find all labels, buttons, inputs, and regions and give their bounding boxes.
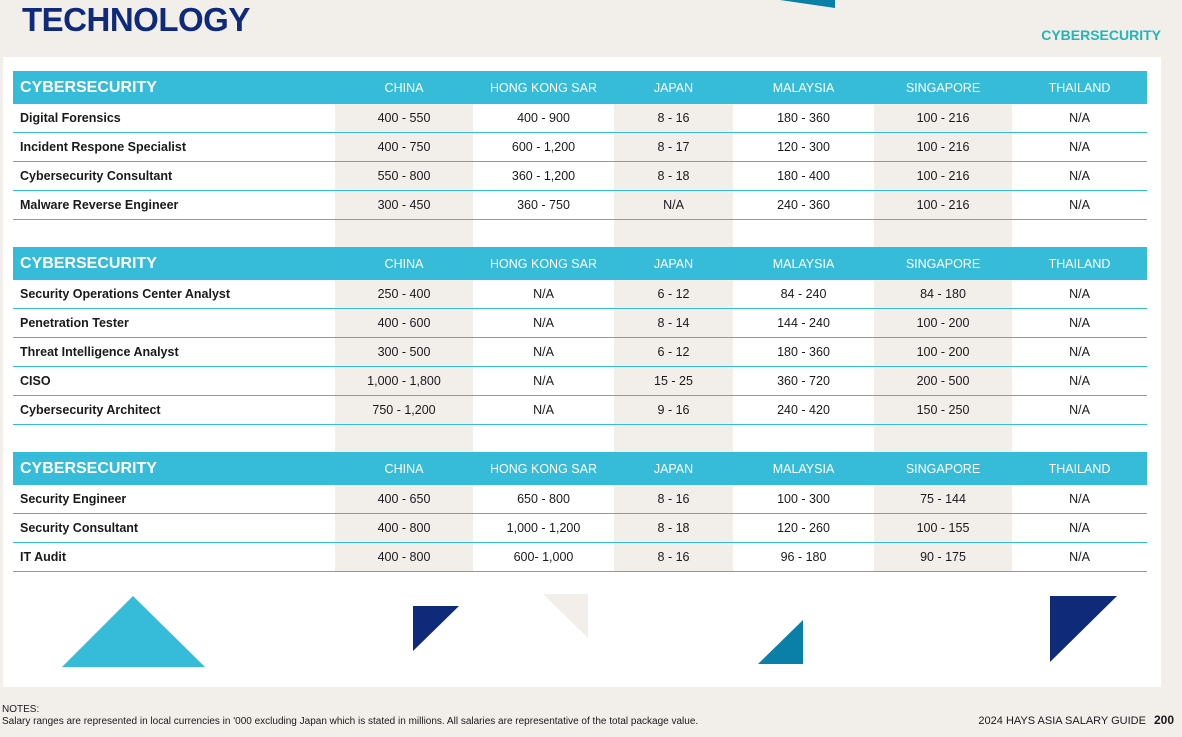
salary-cell: 8 - 14 <box>614 309 733 338</box>
salary-cell: 6 - 12 <box>614 338 733 367</box>
salary-cell: 8 - 16 <box>614 543 733 572</box>
salary-cell: 360 - 1,200 <box>473 162 614 191</box>
column-header: JAPAN <box>614 247 733 280</box>
role-name: Incident Respone Specialist <box>13 133 335 162</box>
spacer-cell <box>1012 220 1147 248</box>
salary-cell: 400 - 800 <box>335 514 473 543</box>
notes-text: Salary ranges are represented in local currencies in '000 excluding Japan which is stated in millions. All salaries are representative of the total package value. <box>2 716 699 727</box>
spacer-cell <box>335 220 473 248</box>
table-row <box>13 104 1147 133</box>
salary-cell: 8 - 18 <box>614 514 733 543</box>
table-row <box>13 280 1147 309</box>
salary-cell: 8 - 18 <box>614 162 733 191</box>
decorative-triangle <box>413 606 459 651</box>
salary-cell: 180 - 360 <box>733 338 874 367</box>
table-header-row <box>13 71 1147 104</box>
salary-cell: 100 - 216 <box>874 104 1012 133</box>
spacer-cell <box>13 425 335 453</box>
salary-cell: N/A <box>1012 309 1147 338</box>
spacer-cell <box>733 425 874 453</box>
role-name: Security Engineer <box>13 485 335 514</box>
salary-cell: 150 - 250 <box>874 396 1012 425</box>
salary-cell: 100 - 155 <box>874 514 1012 543</box>
decorative-triangle <box>543 594 588 638</box>
role-name: Digital Forensics <box>13 104 335 133</box>
table-row <box>13 543 1147 572</box>
column-header: CHINA <box>335 71 473 104</box>
salary-cell: 1,000 - 1,200 <box>473 514 614 543</box>
column-header: MALAYSIA <box>733 71 874 104</box>
column-header: SINGAPORE <box>874 247 1012 280</box>
salary-cell: 8 - 16 <box>614 104 733 133</box>
table-header-row <box>13 247 1147 280</box>
column-header: THAILAND <box>1012 452 1147 485</box>
guide-title: 2024 HAYS ASIA SALARY GUIDE <box>978 715 1146 727</box>
spacer-cell <box>335 425 473 453</box>
salary-cell: 750 - 1,200 <box>335 396 473 425</box>
salary-cell: N/A <box>473 309 614 338</box>
role-name: Cybersecurity Consultant <box>13 162 335 191</box>
salary-cell: 100 - 300 <box>733 485 874 514</box>
spacer-cell <box>874 220 1012 248</box>
salary-cell: 100 - 200 <box>874 309 1012 338</box>
salary-cell: N/A <box>1012 191 1147 220</box>
section-label: CYBERSECURITY <box>1041 27 1161 43</box>
salary-cell: 360 - 750 <box>473 191 614 220</box>
decorative-triangle <box>62 596 205 667</box>
salary-cell: 15 - 25 <box>614 367 733 396</box>
salary-cell: N/A <box>473 338 614 367</box>
salary-cell: 360 - 720 <box>733 367 874 396</box>
table-header-row <box>13 452 1147 485</box>
salary-cell: 300 - 500 <box>335 338 473 367</box>
table-row <box>13 133 1147 162</box>
column-header: MALAYSIA <box>733 247 874 280</box>
table-row <box>13 338 1147 367</box>
footer <box>978 713 1174 727</box>
salary-cell: 100 - 200 <box>874 338 1012 367</box>
spacer-cell <box>13 220 335 248</box>
table-spacer <box>13 220 1147 248</box>
salary-cell: 100 - 216 <box>874 162 1012 191</box>
salary-cell: 600- 1,000 <box>473 543 614 572</box>
column-header: JAPAN <box>614 452 733 485</box>
salary-cell: 300 - 450 <box>335 191 473 220</box>
role-name: Threat Intelligence Analyst <box>13 338 335 367</box>
table-row <box>13 162 1147 191</box>
salary-cell: N/A <box>1012 367 1147 396</box>
notes-heading: NOTES: <box>2 704 40 715</box>
column-header: SINGAPORE <box>874 71 1012 104</box>
salary-cell: 144 - 240 <box>733 309 874 338</box>
salary-table <box>13 71 1147 572</box>
spacer-cell <box>473 220 614 248</box>
notes <box>2 704 698 728</box>
table-row <box>13 514 1147 543</box>
salary-cell: N/A <box>473 396 614 425</box>
category-header: CYBERSECURITY <box>13 71 335 104</box>
salary-cell: 400 - 800 <box>335 543 473 572</box>
column-header: JAPAN <box>614 71 733 104</box>
salary-cell: N/A <box>1012 133 1147 162</box>
category-header: CYBERSECURITY <box>13 247 335 280</box>
column-header: HONG KONG SAR <box>473 247 614 280</box>
salary-cell: 84 - 240 <box>733 280 874 309</box>
role-name: Malware Reverse Engineer <box>13 191 335 220</box>
salary-cell: 84 - 180 <box>874 280 1012 309</box>
role-name: IT Audit <box>13 543 335 572</box>
table-spacer <box>13 425 1147 453</box>
salary-cell: N/A <box>1012 514 1147 543</box>
salary-cell: N/A <box>473 280 614 309</box>
salary-cell: 180 - 400 <box>733 162 874 191</box>
salary-cell: 240 - 360 <box>733 191 874 220</box>
salary-cell: N/A <box>1012 543 1147 572</box>
salary-cell: 100 - 216 <box>874 191 1012 220</box>
salary-cell: 1,000 - 1,800 <box>335 367 473 396</box>
salary-cell: N/A <box>1012 104 1147 133</box>
salary-cell: 400 - 650 <box>335 485 473 514</box>
column-header: THAILAND <box>1012 71 1147 104</box>
role-name: Penetration Tester <box>13 309 335 338</box>
salary-cell: N/A <box>1012 338 1147 367</box>
salary-cell: N/A <box>473 367 614 396</box>
column-header: HONG KONG SAR <box>473 71 614 104</box>
salary-cell: N/A <box>614 191 733 220</box>
table-row <box>13 367 1147 396</box>
table-row <box>13 396 1147 425</box>
salary-cell: 8 - 16 <box>614 485 733 514</box>
table-row <box>13 485 1147 514</box>
salary-cell: 96 - 180 <box>733 543 874 572</box>
salary-cell: 75 - 144 <box>874 485 1012 514</box>
table-row <box>13 191 1147 220</box>
role-name: Security Operations Center Analyst <box>13 280 335 309</box>
spacer-cell <box>473 425 614 453</box>
decorative-triangle <box>758 620 803 664</box>
page-title: TECHNOLOGY <box>22 1 250 38</box>
salary-cell: 400 - 600 <box>335 309 473 338</box>
category-header: CYBERSECURITY <box>13 452 335 485</box>
role-name: CISO <box>13 367 335 396</box>
column-header: CHINA <box>335 452 473 485</box>
spacer-cell <box>614 425 733 453</box>
spacer-cell <box>1012 425 1147 453</box>
salary-cell: 90 - 175 <box>874 543 1012 572</box>
table-row <box>13 309 1147 338</box>
column-header: SINGAPORE <box>874 452 1012 485</box>
spacer-cell <box>733 220 874 248</box>
spacer-cell <box>614 220 733 248</box>
salary-cell: 180 - 360 <box>733 104 874 133</box>
salary-cell: 200 - 500 <box>874 367 1012 396</box>
column-header: HONG KONG SAR <box>473 452 614 485</box>
salary-cell: 8 - 17 <box>614 133 733 162</box>
spacer-cell <box>874 425 1012 453</box>
role-name: Security Consultant <box>13 514 335 543</box>
salary-cell: 6 - 12 <box>614 280 733 309</box>
salary-cell: 120 - 300 <box>733 133 874 162</box>
salary-cell: 400 - 900 <box>473 104 614 133</box>
decorative-triangle <box>780 0 835 8</box>
salary-cell: 120 - 260 <box>733 514 874 543</box>
salary-cell: 600 - 1,200 <box>473 133 614 162</box>
page-number: 200 <box>1153 713 1174 727</box>
salary-cell: N/A <box>1012 162 1147 191</box>
salary-cell: 550 - 800 <box>335 162 473 191</box>
salary-cell: 650 - 800 <box>473 485 614 514</box>
column-header: MALAYSIA <box>733 452 874 485</box>
salary-cell: N/A <box>1012 280 1147 309</box>
salary-cell: 9 - 16 <box>614 396 733 425</box>
column-header: THAILAND <box>1012 247 1147 280</box>
salary-cell: 240 - 420 <box>733 396 874 425</box>
salary-cell: 100 - 216 <box>874 133 1012 162</box>
salary-cell: 400 - 750 <box>335 133 473 162</box>
salary-cell: N/A <box>1012 485 1147 514</box>
salary-cell: N/A <box>1012 396 1147 425</box>
salary-tables <box>13 71 1147 572</box>
salary-cell: 250 - 400 <box>335 280 473 309</box>
salary-cell: 400 - 550 <box>335 104 473 133</box>
decorative-triangle <box>1050 596 1117 662</box>
role-name: Cybersecurity Architect <box>13 396 335 425</box>
column-header: CHINA <box>335 247 473 280</box>
